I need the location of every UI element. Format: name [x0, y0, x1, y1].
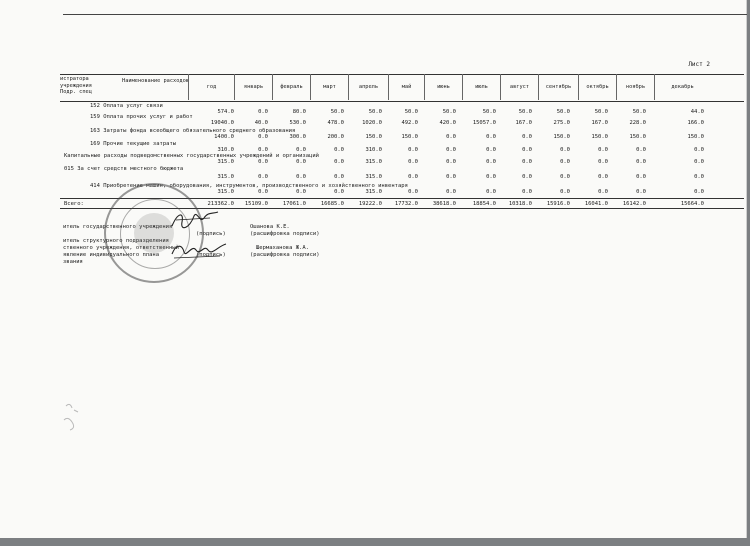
- row-label: 169 Прочие текущие затраты: [90, 141, 177, 147]
- row-value: 44.0: [690, 109, 704, 115]
- row-value: 0.0: [694, 174, 704, 180]
- row-value: 0.0: [258, 134, 268, 140]
- row-value: 315.0: [365, 189, 382, 195]
- row-value: 0.0: [296, 174, 306, 180]
- row-value: 0.0: [408, 159, 418, 165]
- row-value: 0.0: [334, 189, 344, 195]
- row-value: 0.0: [408, 147, 418, 153]
- row-value: 50.0: [404, 109, 418, 115]
- total-value: 213362.0: [207, 201, 234, 207]
- signature-name-2: Шермаханова Ж.А.: [256, 245, 309, 251]
- signature-caption-name-1: (расшифровка подписи): [250, 231, 320, 237]
- row-value: 50.0: [556, 109, 570, 115]
- month-header-2: февраль: [272, 74, 310, 100]
- row-value: 315.0: [217, 174, 234, 180]
- row-value: 315.0: [217, 159, 234, 165]
- month-header-1: январь: [234, 74, 272, 100]
- row-value: 0.0: [694, 159, 704, 165]
- signature-role-1: итель государственного учреждения: [63, 224, 173, 230]
- row-label: 015 За счет средств местного бюджета: [64, 166, 184, 172]
- month-header-3: март: [310, 74, 348, 100]
- row-value: 50.0: [518, 109, 532, 115]
- row-value: 1020.0: [362, 120, 382, 126]
- row-value: 0.0: [258, 189, 268, 195]
- row-value: 310.0: [217, 147, 234, 153]
- month-header-4: апрель: [348, 74, 388, 100]
- total-value: 10318.0: [508, 201, 532, 207]
- total-value: 19222.0: [358, 201, 382, 207]
- row-value: 0.0: [486, 134, 496, 140]
- row-value: 0.0: [636, 189, 646, 195]
- total-value: 15664.0: [680, 201, 704, 207]
- handwritten-signature-1: [170, 208, 220, 232]
- sheet-number: Лист 2: [688, 61, 710, 68]
- row-value: 50.0: [442, 109, 456, 115]
- total-value: 15916.0: [546, 201, 570, 207]
- month-header-12: декабрь: [654, 74, 710, 100]
- signature-caption-name-2: (расшифровка подписи): [250, 252, 320, 258]
- total-value: 16685.0: [320, 201, 344, 207]
- row-value: 0.0: [296, 189, 306, 195]
- row-label: 159 Оплата прочих услуг и работ: [90, 114, 193, 120]
- row-value: 420.0: [439, 120, 456, 126]
- total-value: 17732.0: [394, 201, 418, 207]
- row-value: 0.0: [446, 134, 456, 140]
- row-value: 0.0: [636, 159, 646, 165]
- row-value: 275.0: [553, 120, 570, 126]
- row-value: 0.0: [636, 147, 646, 153]
- row-value: 50.0: [482, 109, 496, 115]
- handwritten-signature-2: [170, 238, 230, 262]
- month-header-9: сентябрь: [538, 74, 578, 100]
- row-value: 150.0: [687, 134, 704, 140]
- row-value: 0.0: [522, 147, 532, 153]
- code-header-line-3: Подр. спец: [60, 89, 92, 95]
- row-value: 15057.0: [472, 120, 496, 126]
- signature-caption-sig-1: (подпись): [196, 231, 226, 237]
- row-value: 0.0: [446, 189, 456, 195]
- signature-role-2b: ственного учреждения, ответственный: [63, 245, 179, 251]
- code-header-line-1: истратора: [60, 76, 89, 82]
- official-stamp: [104, 183, 204, 283]
- total-value: 16041.0: [584, 201, 608, 207]
- row-value: 0.0: [560, 147, 570, 153]
- row-value: 80.0: [292, 109, 306, 115]
- row-value: 0.0: [446, 147, 456, 153]
- month-header-11: ноябрь: [616, 74, 654, 100]
- row-value: 0.0: [408, 174, 418, 180]
- row-label: Капитальные расходы подведомственных государственных учреждений и организаций: [64, 153, 319, 159]
- month-header-5: май: [388, 74, 424, 100]
- row-value: 0.0: [258, 174, 268, 180]
- row-value: 0.0: [258, 109, 268, 115]
- row-value: 40.0: [254, 120, 268, 126]
- row-value: 0.0: [694, 189, 704, 195]
- row-value: 200.0: [327, 134, 344, 140]
- total-value: 16142.0: [622, 201, 646, 207]
- row-value: 478.0: [327, 120, 344, 126]
- row-value: 0.0: [486, 147, 496, 153]
- row-value: 0.0: [296, 147, 306, 153]
- row-value: 50.0: [330, 109, 344, 115]
- total-label: Всего:: [64, 201, 84, 207]
- row-value: 50.0: [368, 109, 382, 115]
- row-value: 0.0: [522, 174, 532, 180]
- month-header-6: июнь: [424, 74, 462, 100]
- row-value: 150.0: [591, 134, 608, 140]
- row-value: 0.0: [486, 174, 496, 180]
- row-value: 0.0: [560, 189, 570, 195]
- row-value: 530.0: [289, 120, 306, 126]
- row-value: 0.0: [446, 174, 456, 180]
- row-value: 0.0: [636, 174, 646, 180]
- row-value: 167.0: [591, 120, 608, 126]
- row-value: 315.0: [365, 159, 382, 165]
- signature-name-1: Ошанова К.Е.: [250, 224, 290, 230]
- row-value: 0.0: [486, 159, 496, 165]
- row-value: 166.0: [687, 120, 704, 126]
- code-header-line-2: учреждения: [60, 82, 92, 89]
- row-value: 0.0: [334, 159, 344, 165]
- row-value: 0.0: [598, 159, 608, 165]
- total-value: 17061.0: [282, 201, 306, 207]
- row-label: 152 Оплата услуг связи: [90, 103, 163, 109]
- row-value: 0.0: [486, 189, 496, 195]
- row-value: 0.0: [694, 147, 704, 153]
- row-value: 315.0: [217, 189, 234, 195]
- code-column-header: [60, 76, 92, 96]
- row-value: 0.0: [334, 174, 344, 180]
- row-value: 1400.0: [214, 134, 234, 140]
- row-value: 0.0: [334, 147, 344, 153]
- row-value: 228.0: [629, 120, 646, 126]
- month-header-8: август: [500, 74, 538, 100]
- row-value: 574.0: [217, 109, 234, 115]
- row-value: 300.0: [289, 134, 306, 140]
- row-value: 150.0: [401, 134, 418, 140]
- row-value: 167.0: [515, 120, 532, 126]
- total-value: 15109.0: [244, 201, 268, 207]
- row-value: 0.0: [598, 174, 608, 180]
- row-value: 310.0: [365, 147, 382, 153]
- signature-role-2c: явление индивидуального плана: [63, 252, 160, 258]
- total-value: 18854.0: [472, 201, 496, 207]
- row-value: 150.0: [553, 134, 570, 140]
- month-header-7: июль: [462, 74, 500, 100]
- total-value: 38618.0: [432, 201, 456, 207]
- row-value: 315.0: [365, 174, 382, 180]
- month-header-0: год: [188, 74, 234, 100]
- row-value: 150.0: [629, 134, 646, 140]
- row-value: 0.0: [522, 189, 532, 195]
- row-value: 50.0: [594, 109, 608, 115]
- row-value: 0.0: [258, 147, 268, 153]
- top-divider: [63, 14, 747, 15]
- row-value: 492.0: [401, 120, 418, 126]
- row-label: 163 Затраты фонда всеобщего обязательного среднего образования: [90, 128, 296, 134]
- stamp-emblem: [134, 213, 174, 253]
- signature-caption-sig-2: (подпись): [196, 252, 226, 258]
- month-header-10: октябрь: [578, 74, 616, 100]
- row-value: 0.0: [296, 159, 306, 165]
- signature-role-2a: итель структурного подразделения: [63, 238, 169, 244]
- row-value: 50.0: [632, 109, 646, 115]
- row-value: 0.0: [560, 174, 570, 180]
- row-value: 0.0: [522, 134, 532, 140]
- row-value: 0.0: [446, 159, 456, 165]
- row-value: 19040.0: [210, 120, 234, 126]
- row-value: 0.0: [522, 159, 532, 165]
- row-value: 0.0: [408, 189, 418, 195]
- pencil-marks: [60, 400, 90, 440]
- row-value: 0.0: [560, 159, 570, 165]
- row-value: 150.0: [365, 134, 382, 140]
- row-value: 0.0: [598, 147, 608, 153]
- row-value: 0.0: [258, 159, 268, 165]
- name-column-header: Наименование расходов: [122, 78, 189, 84]
- row-label: 414 Приобретение машин, оборудования, инструментов, производственного и хозяйственного инвентаря: [90, 183, 408, 189]
- signature-role-2d: звания: [63, 259, 83, 265]
- row-value: 0.0: [598, 189, 608, 195]
